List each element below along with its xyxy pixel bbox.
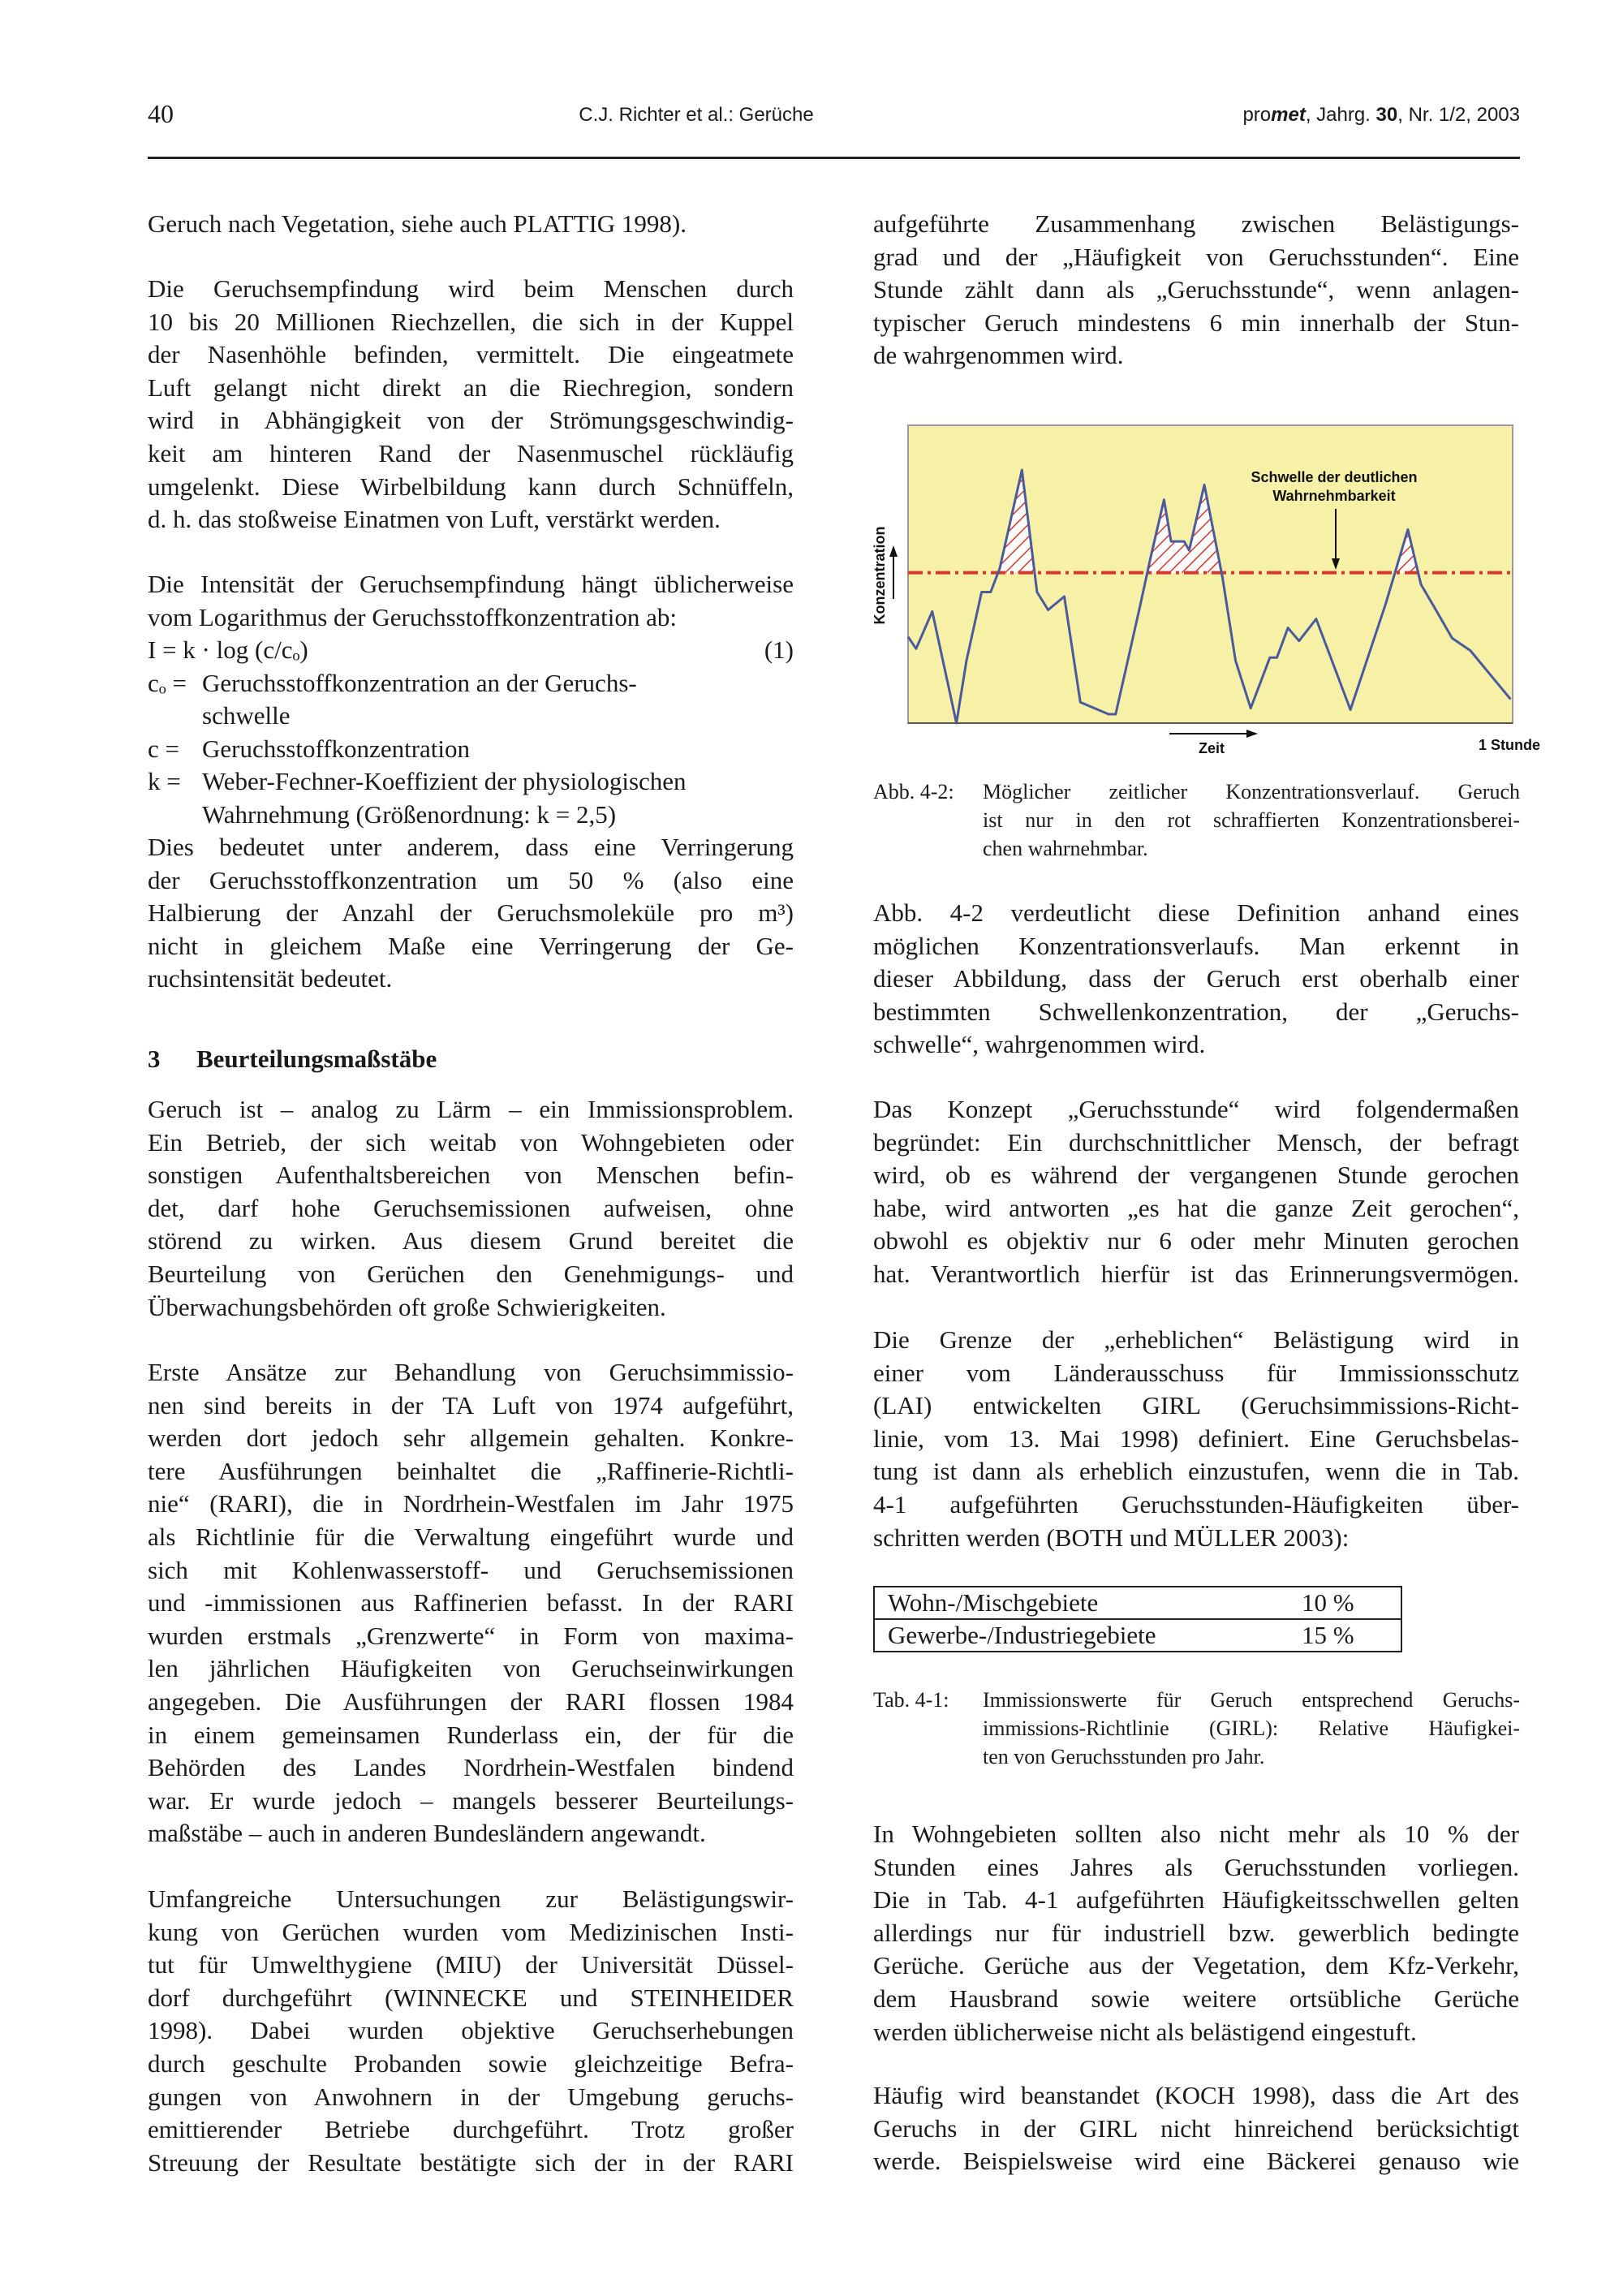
text-line: Dies bedeutet unter anderem, dass eine Verringerung [148,833,794,861]
section-heading [148,1043,437,1076]
limit-values-table [873,1586,1402,1652]
text-line: d. h. das stoßweise Einatmen von Luft, verstärkt werden. [148,505,721,534]
text-line: Geruch nach Vegetation, siehe auch PLATTIG 1998). [148,209,687,238]
text-line: angegeben. Die Ausführungen der RARI flossen 1984 [148,1686,794,1716]
text-line: schritten werden (BOTH und MÜLLER 2003): [873,1523,1350,1552]
text-line: dorf durchgeführt (WINNECKE und STEINHEIDER [148,1983,794,2012]
text-line: wird in Abhängigkeit von der Strömungsgeschwindig- [148,406,794,435]
journal-volume: 30 [1375,104,1398,126]
text-line: Streuung der Resultate bestätigte sich der in der RARI [148,2147,794,2177]
text-line: in einem gemeinsamen Runderlass ein, der für die [148,1720,794,1749]
page-number: 40 [148,99,174,128]
x-axis-label: Zeit [1198,740,1225,756]
threshold-annotation-line1: Schwelle der deutlichen [1251,469,1418,485]
text-line: nicht in gleichem Maße eine Verringerung der Ge- [148,931,794,960]
text-line: In Wohngebieten sollten also nicht mehr als 10 % der [873,1820,1519,1848]
text-line: war. Er wurde jedoch – mangels besserer Beurteilungs- [148,1786,794,1815]
paragraph [873,2079,1519,2178]
paragraph [148,1883,794,2179]
text-line: nie“ (RARI), die in Nordrhein-Westfalen im Jahr 1975 [148,1489,794,1518]
figure-concentration-chart [860,414,1558,771]
text-line: wird, ob es während der vergangenen Stunde gerochen [873,1161,1519,1190]
text-line: begründet: Ein durchschnittlicher Mensch, der befragt [873,1127,1519,1157]
text-line: werden üblicherweise nicht als belästigend eingestuft. [873,2017,1417,2046]
text-line: Häufig wird beanstandet (KOCH 1998), dass die Art des [873,2081,1519,2109]
text-line: Gerüche. Gerüche aus der Vegetation, dem Kfz-Verkehr, [873,1951,1519,1980]
paragraph [873,1818,1519,2048]
text-line: 1998). Dabei wurden objektive Geruchserhebungen [148,2016,794,2045]
text-line: Ein Betrieb, der sich weitab von Wohngebieten oder [148,1127,794,1157]
text-line: möglichen Konzentrationsverlaufs. Man erkennt in [873,931,1519,960]
def-text: Weber-Fechner-Koeffizient der physiologischen [202,767,687,796]
text-line: bestimmten Schwellenkonzentration, der „Geruchs- [873,997,1519,1026]
text-line: kung von Gerüchen wurden vom Medizinischen Insti- [148,1917,794,1946]
text-line: grad und der „Häufigkeit von Geruchsstunden“. Eine [873,242,1519,271]
def-text-cont: schwelle [202,701,291,730]
text-line: der Geruchsstoffkonzentration um 50 % (also eine [148,865,794,894]
text-line: det, darf hohe Geruchsemissionen aufweisen, ohne [148,1193,794,1222]
text-line: Geruchs in der GIRL nicht hinreichend berücksichtigt [873,2113,1519,2143]
paragraph [873,1324,1519,1554]
def-symbol: cₒ = [148,668,187,697]
text-line: Immissionswerte für Geruch entsprechend Geruchs- [983,1688,1520,1712]
paragraph [148,1356,794,1850]
text-line: keit am hinteren Rand der Nasenmuschel rückläufig [148,438,794,467]
text-line: Stunde zählt dann als „Geruchsstunde“, wenn anlagen- [873,275,1519,304]
text-line: len jährlichen Häufigkeiten von Geruchseinwirkungen [148,1654,794,1683]
text-line: 10 bis 20 Millionen Riechzellen, die sich in der Kuppel [148,307,794,336]
text-line: 4-1 aufgeführten Geruchsstunden-Häufigkeiten über- [873,1489,1519,1518]
text-line: immissions-Richtlinie (GIRL): Relative Häufigkei- [983,1717,1520,1740]
text-line: nen sind bereits in der TA Luft von 1974 aufgeführt, [148,1390,794,1419]
paragraph [148,208,794,241]
running-title: C.J. Richter et al.: Gerüche [579,104,814,126]
text-line: habe, wird antworten „es hat die ganze Zeit gerochen“, [873,1193,1519,1222]
paragraph [148,1093,794,1324]
text-line: Möglicher zeitlicher Konzentrationsverlauf. Geruch [983,780,1520,803]
x-axis-arrow-icon [1169,730,1258,738]
text-line: tere Ausführungen beinhaltet die „Raffinerie-Richtli- [148,1456,794,1485]
text-line: ruchsintensität bedeutet. [148,964,393,993]
journal-mid: , Jahrg. [1305,104,1376,126]
text-line: einer vom Länderausschuss für Immissionsschutz [873,1358,1519,1387]
text-line: Umfangreiche Untersuchungen zur Belästigungswir- [148,1885,794,1913]
def-symbol: k = [148,767,181,796]
text-line: de wahrgenommen wird. [873,341,1124,370]
formula-block [148,634,794,832]
text-line: Erste Ansätze zur Behandlung von Geruchsimmissio- [148,1358,794,1386]
text-line: emittierender Betriebe durchgeführt. Trotz großer [148,2115,794,2144]
threshold-annotation-line2: Wahrnehmbarkeit [1272,488,1396,504]
text-line: typischer Geruch mindestens 6 min innerhalb der Stun- [873,308,1519,337]
text-line: ten von Geruchsstunden pro Jahr. [983,1745,1265,1768]
text-line: vom Logarithmus der Geruchsstoffkonzentration ab: [148,602,677,631]
figure-caption-text [983,778,1520,863]
text-line: dieser Abbildung, dass der Geruch erst oberhalb einer [873,964,1519,993]
section-title: Beurteilungsmaßstäbe [196,1045,437,1073]
table-caption [873,1686,1522,1775]
text-line: wurden erstmals „Grenzwerte“ in Form von maxima- [148,1621,794,1650]
text-line: gungen von Anwohnern in der Umgebung geruchs- [148,2082,794,2111]
text-line: störend zu wirken. Aus diesem Grund bereitet die [148,1226,794,1256]
text-line: ist nur in den rot schraffierten Konzentrationsberei- [983,808,1520,832]
def-text-cont: Wahrnehmung (Größenordnung: k = 2,5) [202,799,617,829]
paragraph-intensity [148,568,794,634]
text-line: tut für Umwelthygiene (MIU) der Universität Düssel- [148,1950,794,1979]
text-line: werden dort jedoch sehr allgemein gehalten. Konkre- [148,1424,794,1453]
text-line: Halbierung der Anzahl der Geruchsmoleküle pro m³) [148,898,794,928]
text-line: der Nasenhöhle befinden, vermittelt. Die eingeatmete [148,340,794,369]
text-line: umgelenkt. Diese Wirbelbildung kann durch Schnüffeln, [148,472,794,501]
text-line: sonstigen Aufenthaltsbereichen von Menschen befin- [148,1161,794,1190]
text-line: linie, vom 13. Mai 1998) definiert. Eine Geruchsbelas- [873,1424,1519,1453]
table-cell-value: 15 % [1302,1619,1401,1652]
table-cell-area: Wohn-/Mischgebiete [874,1587,1302,1619]
text-line: (LAI) entwickelten GIRL (Geruchsimmissions-Richt- [873,1391,1519,1420]
table-cell-value: 10 % [1302,1587,1401,1619]
table-row [874,1587,1401,1619]
text-line: Behörden des Landes Nordrhein-Westfalen bindend [148,1753,794,1782]
text-line: Beurteilung von Gerüchen den Genehmigungs- und [148,1259,794,1288]
def-symbol: c = [148,734,179,763]
text-line: schwelle“, wahrgenommen wird. [873,1030,1206,1059]
table-cell-area: Gewerbe-/Industriegebiete [874,1619,1302,1652]
text-line: Geruch ist – analog zu Lärm – ein Immissionsproblem. [148,1095,794,1123]
text-line: als Richtlinie für die Verwaltung eingeführt wurde und [148,1522,794,1551]
figure-caption [873,778,1522,867]
text-line: Stunden eines Jahres als Geruchsstunden vorliegen. [873,1852,1519,1881]
text-line: Die Geruchsempfindung wird beim Menschen durch [148,274,794,303]
paragraph [148,273,794,536]
text-line: maßstäbe – auch in anderen Bundesländern angewandt. [148,1819,706,1848]
x-axis-end-label: 1 Stunde [1478,737,1541,753]
paragraph [873,897,1519,1062]
text-line: obwohl es objektiv nur 6 oder mehr Minuten gerochen [873,1226,1519,1256]
journal-reference [1242,104,1520,127]
paragraph [148,831,794,996]
figure-caption-label: Abb. 4-2: [873,780,954,803]
text-line: Die Intensität der Geruchsempfindung hängt üblicherweise [148,570,794,598]
text-line: dem Hausbrand sowie weitere ortsübliche Gerüche [873,1984,1519,2013]
text-line: allerdings nur für industriell bzw. gewerblich bedingte [873,1918,1519,1947]
text-line: Abb. 4-2 verdeutlicht diese Definition anhand eines [873,898,1519,927]
text-line: aufgeführte Zusammenhang zwischen Belästigungs- [873,209,1519,238]
header-rule [148,157,1520,159]
paragraph [873,1093,1519,1291]
text-line: hat. Verantwortlich hierfür ist das Erinnerungsvermögen. [873,1259,1519,1288]
text-line: Die Grenze der „erheblichen“ Belästigung wird in [873,1325,1519,1354]
text-line: tung ist dann als erheblich einzustufen, wenn die in Tab. [873,1457,1519,1486]
text-line: werde. Beispielsweise wird eine Bäckerei genauso wie [873,2147,1519,2176]
text-line: durch geschulte Probanden sowie gleichzeitige Befra- [148,2048,794,2078]
y-axis-label: Konzentration [871,526,888,625]
text-line: Überwachungsbehörden oft große Schwierigkeiten. [148,1292,666,1321]
table-row [874,1619,1401,1652]
table-caption-text [983,1686,1520,1771]
journal-name-em: met [1271,104,1306,126]
formula-equation: I = k · log (c/cₒ) [148,635,308,664]
text-line: Das Konzept „Geruchsstunde“ wird folgendermaßen [873,1095,1519,1123]
def-text: Geruchsstoffkonzentration [202,734,470,763]
paragraph [873,208,1519,373]
section-number: 3 [148,1045,161,1073]
def-text: Geruchsstoffkonzentration an der Geruchs- [202,668,637,697]
text-line: und -immissionen aus Raffinerien befasst. In der RARI [148,1588,794,1618]
journal-name-pre: pro [1242,104,1272,126]
journal-issue: , Nr. 1/2, 2003 [1397,104,1520,126]
text-line: Die in Tab. 4-1 aufgeführten Häufigkeitsschwellen gelten [873,1885,1519,1915]
table-caption-label: Tab. 4-1: [873,1688,949,1712]
text-line: chen wahrnehmbar. [983,837,1148,860]
text-line: Luft gelangt nicht direkt an die Riechregion, sondern [148,373,794,402]
text-line: sich mit Kohlenwasserstoff- und Geruchsemissionen [148,1555,794,1584]
equation-number: (1) [764,635,794,664]
y-axis-arrow-icon [889,545,898,599]
